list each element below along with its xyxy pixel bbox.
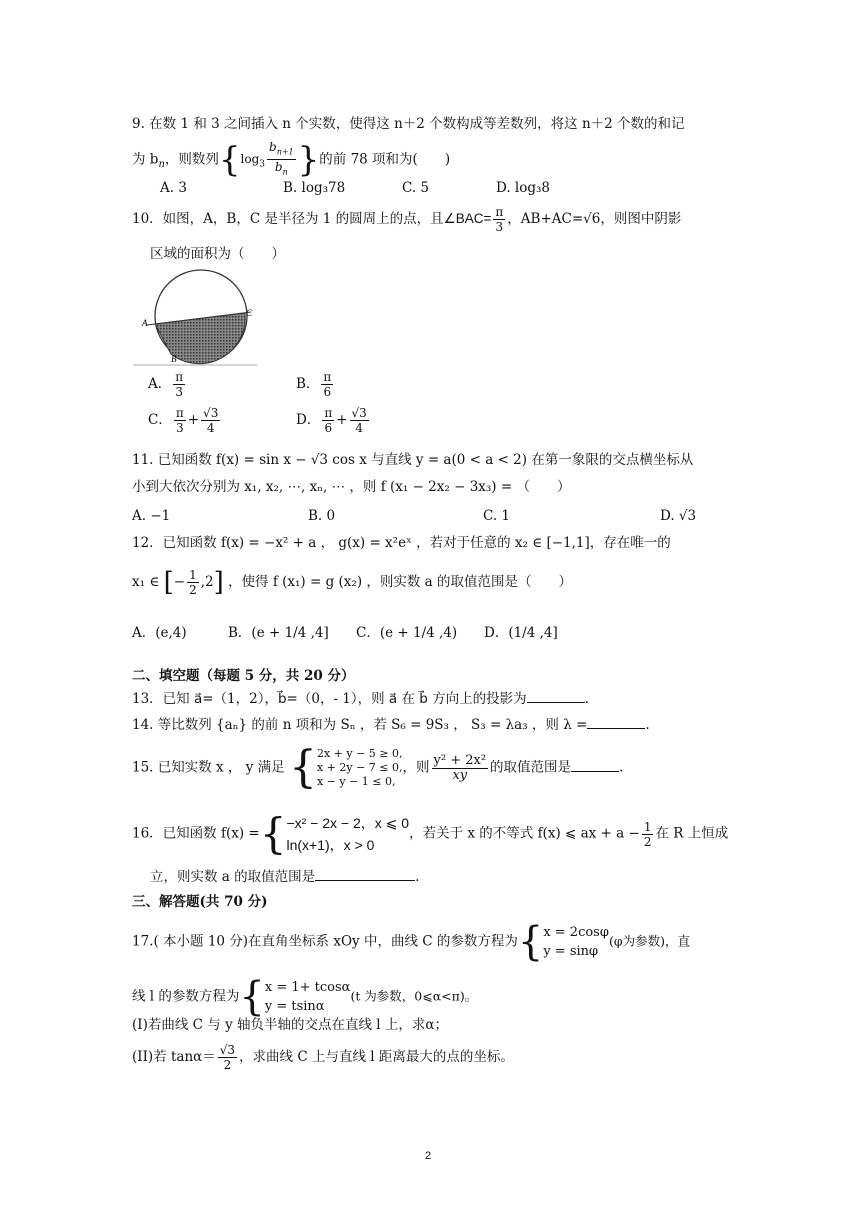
q16-end: .	[415, 869, 420, 885]
q17-curve-y: y = sinφ	[543, 944, 599, 959]
q17-tan-den: 2	[223, 1058, 232, 1072]
q17-text4: (t 为参数，0⩽α<π)。	[350, 988, 478, 1004]
q16-blank	[315, 868, 415, 881]
q10-d-den2: 4	[355, 421, 363, 435]
q9-text3: 的前 78 项和为( )	[319, 151, 451, 168]
q10-option-b-frac	[321, 370, 333, 399]
q17-part1: (I)若曲线 C 与 y 轴负半轴的交点在直线 l 上，求α；	[132, 1017, 449, 1033]
q12-line1: 12．已知函数 f(x) = −x² + a ， g(x) = x²eˣ ，若对于任意的 x₂ ∈ [−1,1]，存在唯一的	[132, 535, 671, 551]
q16-half-num: 1	[643, 819, 652, 834]
q13-line	[132, 689, 589, 709]
q14-blank	[587, 716, 645, 729]
q15-ineq-3: x − y − 1 ≤ 0,	[316, 775, 396, 788]
q16-post: 在 R 上恒成	[655, 825, 729, 842]
q10-option-d: D． $\frac{\pi}{6}$ + $\frac{√3}{4}$	[296, 406, 367, 435]
q12-bracket-l: [	[163, 567, 174, 598]
q17-part2-text: (II)若 tanα＝	[132, 1049, 216, 1065]
q12-x1: x₁ ∈	[132, 574, 160, 590]
q10-c-num: π	[175, 406, 184, 420]
q15-den: xy	[452, 767, 468, 783]
q10-c-num2: √3	[203, 406, 219, 420]
q11-line1: 11. 已知函数 f(x) = sin x − √3 cos x 与直线 y = a(0 < a < 2) 在第一象限的交点横坐标从	[132, 452, 694, 468]
q16-case-2: ln(x+1)，x > 0	[286, 837, 375, 853]
q9-option-c: C. 5	[402, 180, 430, 196]
q9-num-sub: n+1	[276, 147, 294, 157]
q9-line1: 9. 在数 1 和 3 之间插入 n 个实数，使得这 n＋2 个数构成等差数列，将这 n＋2 个数的和记	[132, 116, 685, 132]
q10-option-d-frac	[322, 406, 334, 435]
q9-log	[240, 152, 266, 170]
q10-option-c-letter: C．	[148, 412, 172, 428]
q14-end: .	[645, 717, 650, 733]
q9-seq-fraction	[267, 140, 296, 180]
q17-brace2: {	[239, 974, 265, 1020]
q12-line2	[132, 568, 572, 597]
q10-c-den2: 4	[206, 421, 215, 435]
q15-blank	[571, 759, 619, 772]
q9-log-text: log	[240, 152, 260, 167]
label-c: C	[246, 308, 253, 318]
label-b: B	[171, 354, 177, 364]
q10-option-c-frac2	[201, 406, 220, 435]
q9-brace-left: {	[218, 139, 241, 180]
q9-text2: ，则数列	[164, 151, 219, 168]
q15-text: 15. 已知实数 x ， y 满足	[132, 759, 285, 776]
q12-option-c	[356, 621, 457, 641]
q9-option-b: B. log₃78	[283, 180, 346, 196]
q10-option-c: C． $\frac{\pi}{3}$ + $\frac{√3}{4}$	[148, 406, 219, 435]
q17-tan-num: √3	[219, 1043, 236, 1057]
q17-line-eq	[265, 978, 351, 1016]
q10-d-num2: √3	[351, 406, 367, 420]
q12-d-text: (1/4 ,4]	[508, 625, 558, 641]
q17-brace1: {	[517, 919, 544, 965]
q12-b-letter: B．	[228, 625, 252, 641]
q10-angle-fraction	[493, 205, 505, 234]
q9-log-base: 3	[259, 159, 266, 170]
q9-num: b	[269, 140, 277, 154]
q9-text: 为 b	[132, 151, 159, 168]
q12-b-text: (e + 1/4 ,4]	[251, 625, 329, 641]
q9-line2	[132, 140, 450, 180]
q13-end: .	[584, 691, 589, 707]
q9-option-d: D. log₃8	[496, 180, 551, 196]
shaded-region	[155, 313, 245, 364]
q9-den: b	[274, 160, 283, 175]
q17-line1	[132, 919, 690, 965]
section-solve-title: 三、解答题(共 70 分)	[132, 894, 268, 910]
q15-brace: {	[288, 742, 317, 793]
q12-half	[187, 568, 199, 597]
q17-line2	[132, 974, 478, 1020]
q17-line-x: x = 1+ tcosα	[264, 980, 351, 995]
q12-option-b	[228, 621, 329, 641]
q10-option-d-frac2	[350, 406, 369, 435]
q10-b-num: π	[323, 370, 332, 384]
q12-c-letter: C．	[356, 625, 380, 641]
q16-line1	[132, 809, 729, 858]
q14-text: 14. 等比数列 {aₙ} 的前 n 项和为 Sₙ ，若 S₆ = 9S₃ ， S₃ = λa₃ ，则 λ =	[132, 717, 588, 733]
q11-option-a: A. −1	[132, 508, 171, 524]
q12-a-letter: A．	[132, 625, 156, 641]
q10-line1	[132, 205, 681, 234]
q16-text: 16．已知函数 f(x) =	[132, 825, 260, 842]
q10-option-a-frac	[173, 370, 185, 399]
q10-line2: 区域的面积为（ ）	[150, 246, 285, 262]
q10-a-den: 3	[175, 385, 184, 399]
q16-half-den: 2	[643, 834, 652, 849]
page-number: 2	[425, 1150, 432, 1162]
q15-ineq-1: 2x + y − 5 ≥ 0,	[316, 747, 403, 760]
q17-line-y: y = tsinα	[264, 999, 325, 1014]
q16-line2	[150, 867, 419, 887]
q11-option-c: C. 1	[483, 508, 511, 524]
q10-option-c-frac	[174, 406, 186, 435]
q13-text: 13．已知 a⃗=（1，2），b⃗=（0，- 1），则 a⃗ 在 b⃗ 方向上的投影为	[132, 691, 527, 707]
q16-case-1: −x² − 2x − 2，x ⩽ 0	[286, 815, 410, 831]
q11-option-b: B. 0	[308, 508, 336, 524]
q17-tan-frac	[218, 1043, 237, 1072]
q9-sub: n	[158, 159, 165, 171]
q10-option-b-letter: B．	[296, 376, 320, 392]
q12-half-num: 1	[189, 568, 197, 582]
q11-option-d: D. √3	[660, 508, 697, 524]
q16-mid: ，若关于 x 的不等式 f(x) ⩽ ax + a −	[409, 825, 640, 842]
q12-two: ,2	[200, 574, 214, 590]
q9-brace-right: }	[297, 139, 320, 180]
q13-blank	[527, 690, 585, 703]
q16-half	[642, 820, 654, 849]
q14-line	[132, 715, 650, 735]
q11-line2: 小到大依次分别为 x₁, x₂, ⋯, xₙ, ⋯ ，则 f (x₁ − 2x₂ − 3x₃) = （ ）	[132, 479, 571, 495]
q12-option-d	[484, 621, 558, 641]
q12-bracket-r: ]	[213, 567, 224, 598]
q10-angle: ∠BAC=	[443, 211, 492, 226]
q10-cond: ，AB+AC=√6，则图中阴影	[507, 211, 682, 227]
q15-ineq-2: x + 2y − 7 ≤ 0,	[316, 761, 403, 774]
q10-text: 10．如图，A，B，C 是半径为 1 的圆周上的点，且	[132, 211, 444, 227]
label-a: A	[142, 318, 148, 328]
q15-line	[132, 742, 624, 793]
q15-system	[317, 747, 403, 789]
q17-curve-x: x = 2cosφ	[543, 925, 609, 940]
q17-text: 17.( 本小题 10 分)在直角坐标系 xOy 中，曲线 C 的参数方程为	[132, 933, 518, 950]
q17-text3: 线 l 的参数方程为	[132, 988, 240, 1005]
q15-end: .	[619, 759, 624, 776]
q10-circle-figure	[133, 268, 261, 368]
q10-d-den: 6	[324, 421, 333, 435]
q10-option-a	[148, 370, 187, 399]
q10-b-den: 6	[323, 385, 332, 399]
q12-c-text: (e + 1/4 ,4)	[379, 625, 458, 641]
q17-part2	[132, 1043, 514, 1072]
q12-half-den: 2	[189, 583, 197, 597]
q12-minus: −	[173, 574, 186, 590]
q16-cases	[286, 812, 409, 856]
q16-text2: 立，则实数 a 的取值范围是	[150, 869, 316, 885]
q10-a-num: π	[175, 370, 184, 384]
q10-angle-num: π	[495, 205, 504, 219]
q9-den-sub: n	[282, 167, 288, 177]
q12-d-letter: D．	[484, 625, 509, 641]
q12-text: ，使得 f (x₁) = g (x₂) ，则实数 a 的取值范围是（ ）	[228, 574, 573, 590]
q17-curve-eq	[543, 923, 609, 961]
q15-fraction	[432, 754, 489, 783]
q15-mid: ，则	[402, 759, 430, 776]
q12-a-text: (e,4)	[155, 625, 187, 641]
q9-option-a: A. 3	[160, 180, 187, 196]
q10-option-d-letter: D．	[296, 412, 321, 428]
section-fill-in-title: 二、填空题（每题 5 分，共 20 分）	[132, 668, 355, 684]
q17-text2: (φ为参数)，直	[608, 933, 690, 949]
q10-option-a-letter: A．	[148, 376, 172, 392]
q10-option-b	[296, 370, 335, 399]
q10-angle-den: 3	[495, 220, 504, 234]
q15-post: 的取值范围是	[490, 759, 572, 776]
q16-brace: {	[259, 809, 287, 858]
q10-d-num: π	[324, 406, 333, 420]
q12-option-a	[132, 621, 187, 641]
q10-c-den: 3	[175, 421, 184, 435]
q17-part2-post: ，求曲线 C 上与直线 l 距离最大的点的坐标。	[239, 1049, 514, 1065]
q15-num: y² + 2x²	[433, 752, 487, 768]
